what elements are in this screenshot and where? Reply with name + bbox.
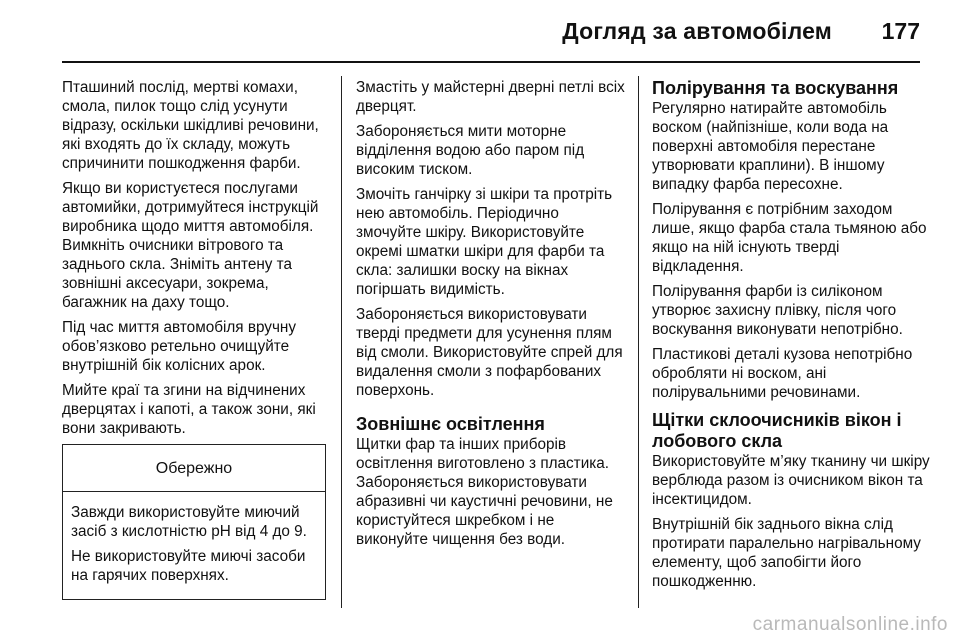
section-heading-wiper-blades: Щітки склоочисників вікон і лобового скла bbox=[652, 410, 902, 451]
paragraph: Змочіть ганчірку зі шкіри та протріть нею автомобіль. Періодично змочуйте шкіру. Використовуйте окремі шматки шкіри для фарби та скла: залишки воску на вікнах погіршать видимість. bbox=[356, 186, 613, 298]
caution-box bbox=[62, 444, 326, 600]
paragraph: Змастіть у майстерні дверні петлі всіх дверцят. bbox=[356, 79, 625, 115]
paragraph: Полірування фарби із силіконом утворює захисну плівку, після чого воскування виконувати непотрібно. bbox=[652, 283, 903, 338]
column-divider-1 bbox=[341, 76, 342, 608]
paragraph: Забороняється використовувати тверді предмети для усунення плям від смоли. Використовуйте спрей для видалення смоли з пофарбованих поверхонь. bbox=[356, 306, 623, 399]
caution-paragraph: Не використовуйте миючі засоби на гарячих поверхнях. bbox=[71, 548, 306, 584]
column-3 bbox=[652, 78, 932, 597]
caution-body bbox=[63, 492, 325, 599]
section-heading-exterior-lighting: Зовнішнє освітлення bbox=[356, 414, 545, 434]
paragraph: Мийте краї та згини на відчинених дверцятах і капоті, а також зони, які вони закривають. bbox=[62, 382, 316, 437]
paragraph: Регулярно натирайте автомобіль воском (найпізніше, коли вода на поверхні автомобіля перестане утворювати краплини). В іншому випадку фарба пересохне. bbox=[652, 100, 889, 193]
page-title: Догляд за автомобілем bbox=[562, 18, 832, 44]
page-number: 177 bbox=[881, 18, 920, 44]
paragraph: Під час миття автомобіля вручну обов’язково ретельно очищуйте внутрішній бік колісних арок. bbox=[62, 319, 297, 374]
watermark: carmanualsonline.info bbox=[752, 614, 948, 635]
caution-title: Обережно bbox=[63, 445, 325, 492]
column-1 bbox=[62, 78, 327, 600]
header-rule bbox=[62, 61, 920, 63]
paragraph: Використовуйте м’яку тканину чи шкіру верблюда разом із очисником вікон та інсектицидом. bbox=[652, 453, 930, 508]
paragraph: Якщо ви користуєтеся послугами автомийки, дотримуйтеся інструкцій виробника щодо миття автомобіля. Вимкніть очисники вітрового та заднього скла. Зніміть антену та зовнішні аксесуари, зокрема, багажник на даху тощо. bbox=[62, 180, 319, 311]
paragraph: Пташиний послід, мертві комахи, смола, пилок тощо слід усунути відразу, оскільки шкідливі речовини, які входять до їх складу, можуть спричинити пошкодження фарби. bbox=[62, 79, 319, 172]
column-divider-2 bbox=[638, 76, 639, 608]
caution-paragraph: Завжди використовуйте миючий засіб з кислотністю pH від 4 до 9. bbox=[71, 504, 307, 540]
column-2 bbox=[356, 78, 626, 555]
paragraph: Пластикові деталі кузова непотрібно обробляти ні воском, ані полірувальними речовинами. bbox=[652, 346, 913, 401]
paragraph: Внутрішній бік заднього вікна слід протирати паралельно нагрівальному елементу, щоб запобігти його пошкодженню. bbox=[652, 516, 921, 590]
paragraph: Полірування є потрібним заходом лише, якщо фарба стала тьмяною або якщо на ній існують тверді відкладення. bbox=[652, 201, 927, 275]
page-header bbox=[0, 0, 960, 62]
paragraph: Щитки фар та інших приборів освітлення виготовлено з пластика. Забороняється використовувати абразивні чи каустичні речовини, не користуйтеся шкребком і не виконуйте чищення без води. bbox=[356, 436, 613, 548]
section-heading-polishing: Полірування та воскування bbox=[652, 78, 899, 98]
paragraph: Забороняється мити моторне відділення водою або паром під високим тиском. bbox=[356, 123, 585, 178]
